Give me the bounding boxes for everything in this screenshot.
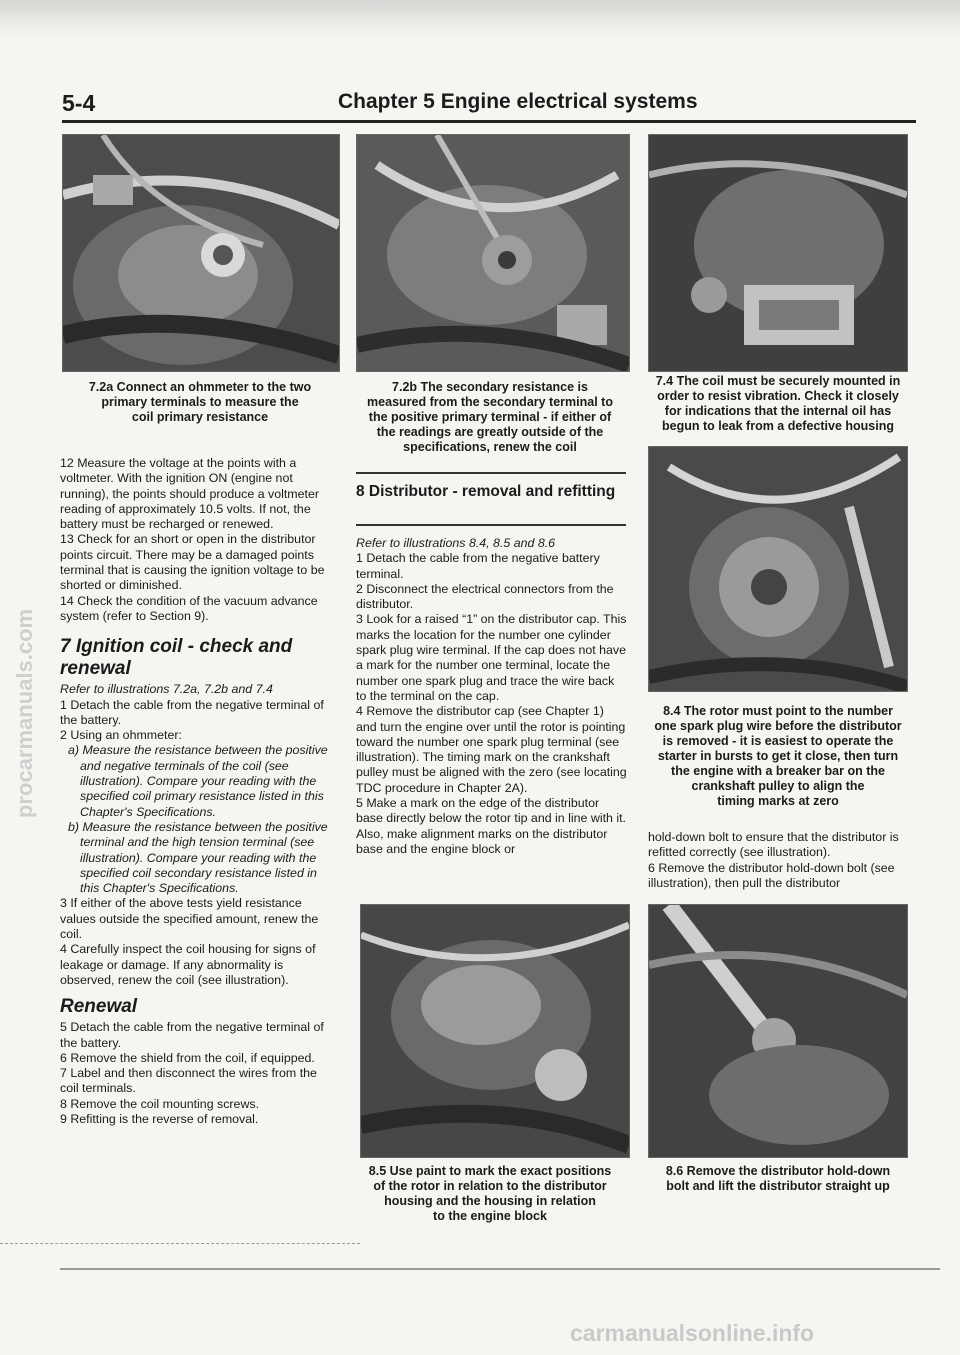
- paragraph: 6 Remove the distributor hold-down bolt (see illustration), then pull the distributor: [648, 860, 895, 890]
- caption-line: to the engine block: [433, 1209, 547, 1223]
- column-3: [648, 830, 908, 891]
- paragraph: 1 Detach the cable from the negative terminal of the battery.: [60, 697, 324, 727]
- bottom-watermark: carmanualsonline.info: [570, 1320, 815, 1346]
- caption-7-4: [640, 374, 916, 434]
- caption-line: 7.4 The coil must be securely mounted in: [655, 374, 901, 388]
- paragraph: 13 Check for an short or open in the distributor points circuit. There may be a damaged points terminal that is causing the ignition voltage to be shorted or diminished.: [60, 532, 325, 593]
- caption-line: one spark plug wire before the distributor: [654, 719, 902, 733]
- side-watermark-text: procarmanuals.com: [12, 608, 37, 818]
- caption-line: the readings are greatly outside of the: [376, 425, 604, 439]
- caption-line: 8.4 The rotor must point to the number: [663, 704, 893, 718]
- section-8-heading: 8 Distributor - removal and refitting: [356, 483, 616, 500]
- caption-line: starter in bursts to get it close, then turn: [657, 749, 899, 763]
- paragraph: 9 Refitting is the reverse of removal.: [60, 1111, 259, 1126]
- caption-7-2b: [340, 380, 640, 455]
- caption-line: order to resist vibration. Check it closely: [657, 389, 899, 403]
- paragraph: 12 Measure the voltage at the points with a voltmeter. With the ignition ON (engine not running), the points should produce a voltmeter reading of approximately 10.5 volts. If not, the battery must be recharged or renewed.: [60, 456, 319, 532]
- photo-8-5: [360, 904, 630, 1158]
- caption-line: 8.6 Remove the distributor hold-down: [665, 1164, 891, 1178]
- caption-line: the engine with a breaker bar on the: [671, 764, 885, 778]
- caption-line: crankshaft pulley to align the: [691, 779, 865, 793]
- section-7-reference: Refer to illustrations 7.2a, 7.2b and 7.4: [60, 682, 273, 697]
- caption-line: for indications that the internal oil has: [664, 404, 892, 418]
- scan-artifact-top: [0, 0, 960, 38]
- caption-line: 8.5 Use paint to mark the exact positions: [368, 1164, 612, 1178]
- caption-8-5: [340, 1164, 640, 1224]
- page-number: 5-4: [62, 90, 96, 116]
- renewal-heading: Renewal: [60, 996, 138, 1018]
- caption-line: primary terminals to measure the: [101, 395, 299, 409]
- photo-8-4: [648, 446, 908, 692]
- caption-line: bolt and lift the distributor straight up: [666, 1179, 890, 1193]
- paragraph-sub-a: a) Measure the resistance between the positive and negative terminals of the coil (see illustration). Compare your reading with the specified coil primary resistance listed in this Chapter's Specifications.: [68, 743, 328, 819]
- caption-line: begun to leak from a defective housing: [662, 419, 894, 433]
- photo-7-2a: [62, 134, 340, 372]
- paragraph: 5 Make a mark on the edge of the distributor base directly below the rotor tip and in line with it. Also, make alignment marks on the distributor base and the engine block or: [356, 796, 626, 856]
- paragraph: hold-down bolt to ensure that the distributor is refitted correctly (see illustration).: [648, 830, 899, 860]
- paragraph: 3 If either of the above tests yield resistance values outside the specified amount, renew the coil.: [60, 896, 319, 942]
- paragraph: 1 Detach the cable from the negative battery terminal.: [356, 551, 600, 581]
- paragraph-sub-b: b) Measure the resistance between the positive terminal and the high tension terminal (see illustration). Compare your reading with the specified coil secondary resistance listed in this Chapter's Specifications.: [68, 819, 328, 896]
- scan-dash-line: [0, 1243, 360, 1244]
- photo-7-4: [648, 134, 908, 372]
- section-8-rule-bottom: [356, 524, 626, 526]
- section-8-reference: Refer to illustrations 8.4, 8.5 and 8.6: [356, 536, 556, 550]
- photo-8-6: [648, 904, 908, 1158]
- caption-line: of the rotor in relation to the distributor: [373, 1179, 607, 1193]
- caption-line: 7.2b The secondary resistance is: [392, 380, 588, 394]
- paragraph: 8 Remove the coil mounting screws.: [60, 1096, 260, 1111]
- paragraph: 14 Check the condition of the vacuum advance system (refer to Section 9).: [60, 593, 318, 623]
- paragraph: 6 Remove the shield from the coil, if equipped.: [60, 1050, 315, 1065]
- header-rule: [62, 120, 916, 123]
- paragraph: 4 Remove the distributor cap (see Chapter 1) and turn the engine over until the rotor is pointing toward the number one spark plug terminal (see illustration). The timing mark on the crankshaft pulley must be aligned with the zero (see locating TDC procedure in Chapter 2A).: [356, 704, 627, 795]
- section-7-heading: 7 Ignition coil - check and renewal: [60, 636, 293, 680]
- column-1: [60, 456, 336, 1127]
- paragraph: 2 Disconnect the electrical connectors from the distributor.: [356, 581, 614, 612]
- caption-8-6: [640, 1164, 916, 1194]
- caption-line: 7.2a Connect an ohmmeter to the two: [88, 380, 312, 394]
- paragraph: 4 Carefully inspect the coil housing for signs of leakage or damage. If any abnormality is observed, renew the coil (see illustration).: [60, 942, 316, 987]
- paragraph: 3 Look for a raised “1” on the distributor cap. This marks the location for the number one cylinder spark plug wire terminal. If the cap does not have a mark for the number one terminal, locate the number one spark plug and trace the wire back to the terminal on the cap.: [356, 612, 627, 703]
- column-2: [356, 536, 628, 857]
- caption-8-4: [640, 704, 916, 809]
- side-watermark: [10, 560, 40, 820]
- paragraph: 5 Detach the cable from the negative terminal of the battery.: [60, 1020, 324, 1050]
- caption-7-2a: [62, 380, 338, 425]
- paragraph: 2 Using an ohmmeter:: [60, 728, 182, 743]
- caption-line: measured from the secondary terminal to: [367, 395, 613, 409]
- photo-7-2b: [356, 134, 630, 372]
- caption-line: coil primary resistance: [131, 410, 269, 424]
- caption-line: specifications, renew the coil: [403, 440, 577, 454]
- chapter-title: Chapter 5 Engine electrical systems: [338, 90, 698, 113]
- caption-line: the positive primary terminal - if either of: [368, 410, 612, 424]
- caption-line: timing marks at zero: [717, 794, 839, 808]
- caption-line: is removed - it is easiest to operate the: [662, 734, 894, 748]
- scan-artifact-bottom: [60, 1268, 940, 1270]
- section-8-rule-top: [356, 472, 626, 474]
- paragraph: 7 Label and then disconnect the wires from the coil terminals.: [60, 1066, 317, 1096]
- caption-line: housing and the housing in relation: [384, 1194, 596, 1208]
